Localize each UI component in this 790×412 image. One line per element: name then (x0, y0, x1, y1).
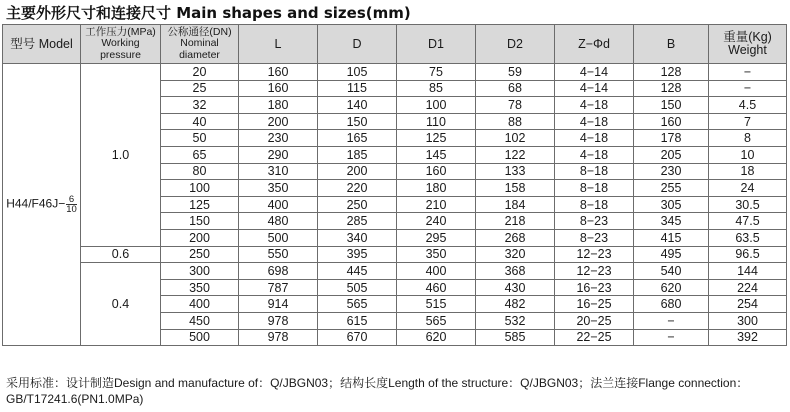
cell-l: 787 (239, 279, 318, 296)
header-dn-cn: 公称通径(DN) (167, 25, 232, 38)
cell-b: 128 (634, 64, 709, 81)
pressure-cell: 0.4 (81, 263, 161, 346)
cell-b: 230 (634, 163, 709, 180)
cell-d1: 100 (397, 97, 476, 114)
cell-d2: 268 (476, 229, 555, 246)
cell-dn: 32 (161, 97, 239, 114)
cell-z-phi-d: 16−23 (555, 279, 634, 296)
page-title: 主要外形尺寸和连接尺寸 Main shapes and sizes(mm) (6, 4, 411, 22)
cell-b: − (634, 312, 709, 329)
cell-weight: 30.5 (709, 196, 787, 213)
cell-z-phi-d: 4−18 (555, 146, 634, 163)
cell-dn: 250 (161, 246, 239, 263)
cell-d2: 68 (476, 80, 555, 97)
cell-d1: 350 (397, 246, 476, 263)
cell-d: 615 (318, 312, 397, 329)
model-fraction (66, 195, 77, 214)
cell-z-phi-d: 8−23 (555, 213, 634, 230)
cell-l: 180 (239, 97, 318, 114)
table-row (3, 246, 787, 263)
cell-weight: 10 (709, 146, 787, 163)
cell-z-phi-d: 8−18 (555, 180, 634, 197)
cell-dn: 80 (161, 163, 239, 180)
cell-z-phi-d: 8−18 (555, 163, 634, 180)
cell-d1: 85 (397, 80, 476, 97)
cell-l: 978 (239, 329, 318, 346)
cell-l: 698 (239, 263, 318, 280)
cell-d: 670 (318, 329, 397, 346)
standards-note (6, 376, 786, 407)
standards-line-1: 采用标准：设计制造Design and manufacture of：Q/JBGN03；结构长度Length of the structure：Q/JBGN03；法兰连接Flange connection： (6, 376, 749, 390)
cell-b: 540 (634, 263, 709, 280)
cell-d2: 218 (476, 213, 555, 230)
cell-d: 250 (318, 196, 397, 213)
cell-d: 505 (318, 279, 397, 296)
cell-d1: 460 (397, 279, 476, 296)
cell-z-phi-d: 4−18 (555, 130, 634, 147)
cell-l: 350 (239, 180, 318, 197)
spec-table (2, 24, 787, 346)
header-l: L (239, 25, 318, 64)
cell-z-phi-d: 4−14 (555, 64, 634, 81)
cell-weight: 144 (709, 263, 787, 280)
cell-d2: 102 (476, 130, 555, 147)
cell-dn: 100 (161, 180, 239, 197)
header-dn (161, 25, 239, 64)
cell-d1: 620 (397, 329, 476, 346)
table-row (3, 64, 787, 81)
model-fraction-top: 6 (68, 194, 75, 206)
header-pressure-cn: 工作压力(MPa) (85, 25, 156, 38)
cell-d1: 125 (397, 130, 476, 147)
cell-l: 400 (239, 196, 318, 213)
cell-d1: 145 (397, 146, 476, 163)
cell-d1: 400 (397, 263, 476, 280)
cell-l: 480 (239, 213, 318, 230)
header-weight-en: Weight (728, 43, 767, 57)
cell-z-phi-d: 20−25 (555, 312, 634, 329)
header-d1: D1 (397, 25, 476, 64)
cell-b: 620 (634, 279, 709, 296)
cell-d: 140 (318, 97, 397, 114)
header-d: D (318, 25, 397, 64)
header-pressure-en: Working pressure (100, 37, 141, 61)
cell-d: 165 (318, 130, 397, 147)
cell-weight: 24 (709, 180, 787, 197)
cell-b: 128 (634, 80, 709, 97)
model-prefix: H44/F46J− (6, 196, 66, 211)
cell-d2: 320 (476, 246, 555, 263)
cell-b: 415 (634, 229, 709, 246)
cell-z-phi-d: 8−23 (555, 229, 634, 246)
cell-weight: 254 (709, 296, 787, 313)
cell-dn: 25 (161, 80, 239, 97)
cell-l: 310 (239, 163, 318, 180)
cell-d: 105 (318, 64, 397, 81)
cell-l: 500 (239, 229, 318, 246)
cell-b: 160 (634, 113, 709, 130)
pressure-cell: 0.6 (81, 246, 161, 263)
header-weight (709, 25, 787, 64)
cell-d: 115 (318, 80, 397, 97)
cell-weight: 300 (709, 312, 787, 329)
table-row (3, 263, 787, 280)
cell-weight: 18 (709, 163, 787, 180)
cell-dn: 300 (161, 263, 239, 280)
cell-b: − (634, 329, 709, 346)
cell-d: 150 (318, 113, 397, 130)
cell-weight: 7 (709, 113, 787, 130)
cell-d2: 430 (476, 279, 555, 296)
header-weight-cn: 重量(Kg) (723, 30, 772, 44)
cell-b: 345 (634, 213, 709, 230)
cell-d1: 210 (397, 196, 476, 213)
cell-d2: 482 (476, 296, 555, 313)
cell-l: 200 (239, 113, 318, 130)
cell-d2: 585 (476, 329, 555, 346)
cell-dn: 450 (161, 312, 239, 329)
cell-b: 150 (634, 97, 709, 114)
cell-dn: 150 (161, 213, 239, 230)
cell-weight: 96.5 (709, 246, 787, 263)
cell-d: 185 (318, 146, 397, 163)
cell-weight: 392 (709, 329, 787, 346)
cell-d2: 133 (476, 163, 555, 180)
cell-d: 395 (318, 246, 397, 263)
cell-weight: 4.5 (709, 97, 787, 114)
cell-d1: 180 (397, 180, 476, 197)
cell-d: 565 (318, 296, 397, 313)
cell-z-phi-d: 4−18 (555, 113, 634, 130)
model-cell (3, 64, 81, 346)
cell-d: 200 (318, 163, 397, 180)
cell-l: 290 (239, 146, 318, 163)
model-fraction-bottom: 10 (66, 204, 77, 216)
standards-line-2: GB/T17241.6(PN1.0MPa) (6, 391, 144, 406)
header-pressure (81, 25, 161, 64)
header-z: Z−Φd (555, 25, 634, 64)
cell-dn: 200 (161, 229, 239, 246)
cell-dn: 400 (161, 296, 239, 313)
cell-d2: 59 (476, 64, 555, 81)
cell-weight: 8 (709, 130, 787, 147)
cell-l: 160 (239, 64, 318, 81)
cell-d1: 565 (397, 312, 476, 329)
cell-d: 340 (318, 229, 397, 246)
cell-z-phi-d: 12−23 (555, 263, 634, 280)
cell-dn: 40 (161, 113, 239, 130)
cell-dn: 65 (161, 146, 239, 163)
pressure-cell: 1.0 (81, 64, 161, 247)
table-body (3, 64, 787, 346)
header-dn-en: Nominal diameter (179, 37, 220, 61)
cell-dn: 125 (161, 196, 239, 213)
cell-b: 495 (634, 246, 709, 263)
cell-weight: 63.5 (709, 229, 787, 246)
cell-d2: 78 (476, 97, 555, 114)
cell-d2: 368 (476, 263, 555, 280)
header-row (3, 25, 787, 64)
cell-b: 255 (634, 180, 709, 197)
cell-d2: 158 (476, 180, 555, 197)
cell-b: 178 (634, 130, 709, 147)
cell-d1: 240 (397, 213, 476, 230)
header-model: 型号 Model (3, 25, 81, 64)
cell-dn: 20 (161, 64, 239, 81)
cell-d: 285 (318, 213, 397, 230)
cell-l: 914 (239, 296, 318, 313)
cell-d: 445 (318, 263, 397, 280)
cell-d2: 88 (476, 113, 555, 130)
cell-weight: − (709, 64, 787, 81)
cell-d1: 295 (397, 229, 476, 246)
cell-weight: 224 (709, 279, 787, 296)
cell-dn: 350 (161, 279, 239, 296)
cell-b: 305 (634, 196, 709, 213)
cell-z-phi-d: 12−23 (555, 246, 634, 263)
cell-l: 230 (239, 130, 318, 147)
cell-l: 550 (239, 246, 318, 263)
cell-z-phi-d: 16−25 (555, 296, 634, 313)
cell-d1: 110 (397, 113, 476, 130)
cell-z-phi-d: 4−14 (555, 80, 634, 97)
cell-b: 680 (634, 296, 709, 313)
cell-d2: 532 (476, 312, 555, 329)
cell-dn: 500 (161, 329, 239, 346)
cell-weight: 47.5 (709, 213, 787, 230)
cell-dn: 50 (161, 130, 239, 147)
cell-d1: 515 (397, 296, 476, 313)
header-d2: D2 (476, 25, 555, 64)
cell-l: 160 (239, 80, 318, 97)
cell-d1: 75 (397, 64, 476, 81)
cell-b: 205 (634, 146, 709, 163)
cell-z-phi-d: 4−18 (555, 97, 634, 114)
cell-z-phi-d: 22−25 (555, 329, 634, 346)
cell-d1: 160 (397, 163, 476, 180)
cell-l: 978 (239, 312, 318, 329)
header-b: B (634, 25, 709, 64)
cell-d2: 122 (476, 146, 555, 163)
cell-weight: − (709, 80, 787, 97)
cell-d2: 184 (476, 196, 555, 213)
cell-d: 220 (318, 180, 397, 197)
cell-z-phi-d: 8−18 (555, 196, 634, 213)
